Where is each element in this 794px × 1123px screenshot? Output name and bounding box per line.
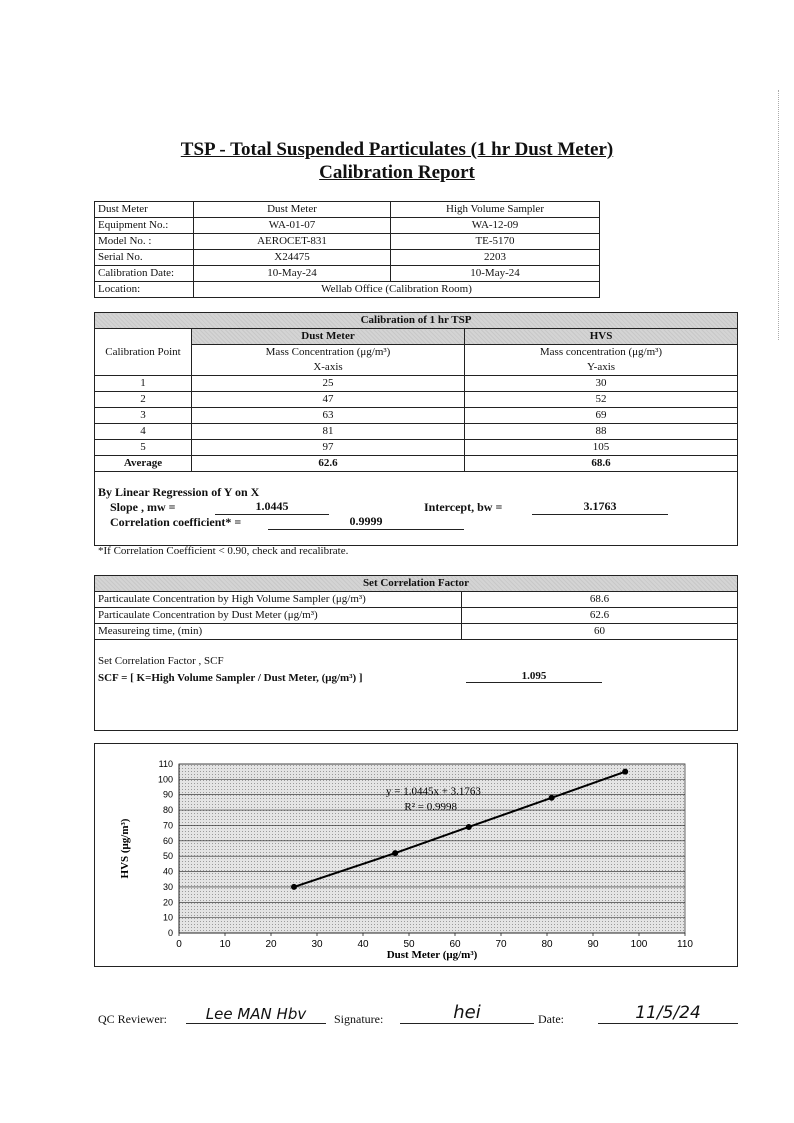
slope-value: 1.0445	[215, 499, 329, 515]
hvs-header: HVS	[465, 329, 738, 345]
calibration-table	[94, 312, 738, 472]
calibration-section-title: Calibration of 1 hr TSP	[95, 313, 738, 329]
intercept-value: 3.1763	[532, 499, 668, 515]
dust-unit: Mass Concentration (μg/m³)	[192, 345, 465, 361]
x-axis-label: X-axis	[192, 360, 465, 376]
y-cell: 88	[465, 424, 738, 440]
slope-label: Slope , mw =	[110, 500, 176, 514]
row-label: Model No. :	[95, 234, 194, 250]
scf-row-value: 62.6	[462, 608, 738, 624]
y-axis-title: HVS (μg/m³)	[119, 818, 131, 879]
y-tick-label: 40	[162, 866, 173, 877]
table-row	[95, 424, 738, 440]
location-label: Location:	[95, 282, 194, 298]
table-row	[95, 392, 738, 408]
scf-formula-value: 1.095	[466, 670, 602, 683]
y-tick-label: 100	[157, 774, 173, 785]
data-point	[622, 769, 628, 775]
x-axis-title: Dust Meter (μg/m³)	[386, 949, 478, 961]
x-cell: 25	[192, 376, 465, 392]
data-point	[291, 884, 297, 890]
x-tick-label: 20	[265, 939, 277, 950]
point-cell: 5	[95, 440, 192, 456]
y-axis-label: Y-axis	[465, 360, 738, 376]
data-point	[549, 795, 555, 801]
row-hvs: WA-12-09	[391, 218, 600, 234]
row-hvs: 10-May-24	[391, 266, 600, 282]
average-x: 62.6	[192, 456, 465, 472]
date-value: 11/5/24	[598, 1003, 738, 1024]
y-tick-label: 110	[158, 759, 173, 769]
table-row	[95, 456, 738, 472]
table-row	[95, 329, 738, 345]
point-cell: 4	[95, 424, 192, 440]
table-row	[95, 624, 738, 640]
qc-reviewer-value: Lee MAN Hbv	[186, 1005, 326, 1024]
row-dust: X24475	[194, 250, 391, 266]
equipment-header-dust: Dust Meter	[194, 202, 391, 218]
x-tick-label: 40	[357, 939, 369, 950]
data-point	[466, 824, 472, 830]
y-tick-label: 0	[167, 928, 173, 938]
table-row	[95, 266, 600, 282]
x-tick-label: 0	[176, 939, 182, 950]
x-cell: 47	[192, 392, 465, 408]
row-dust: 10-May-24	[194, 266, 391, 282]
scf-row-label: Particaulate Concentration by Dust Meter (μg/m³)	[95, 608, 462, 624]
row-label: Calibration Date:	[95, 266, 194, 282]
y-tick-label: 90	[162, 789, 173, 800]
scf-row-label: Measureing time, (min)	[95, 624, 462, 640]
x-tick-label: 90	[587, 939, 599, 950]
point-cell: 3	[95, 408, 192, 424]
y-cell: 105	[465, 440, 738, 456]
y-tick-label: 70	[162, 820, 173, 831]
table-row	[95, 360, 738, 376]
average-y: 68.6	[465, 456, 738, 472]
x-tick-label: 30	[311, 939, 323, 950]
calibration-chart	[95, 744, 737, 966]
chart-frame	[94, 743, 738, 967]
table-row	[95, 250, 600, 266]
y-tick-label: 30	[162, 881, 173, 892]
y-cell: 30	[465, 376, 738, 392]
location-value: Wellab Office (Calibration Room)	[194, 282, 600, 298]
table-row	[95, 345, 738, 361]
r-squared: R² = 0.9998	[404, 801, 457, 814]
trendline-equation: y = 1.0445x + 3.1763	[386, 785, 481, 798]
row-hvs: 2203	[391, 250, 600, 266]
table-row	[95, 440, 738, 456]
y-cell: 52	[465, 392, 738, 408]
table-row	[95, 218, 600, 234]
table-row	[95, 234, 600, 250]
scf-formula-label: SCF = [ K=High Volume Sampler / Dust Meter, (μg/m³) ]	[98, 672, 363, 684]
qc-reviewer-label: QC Reviewer:	[98, 1012, 167, 1026]
correlation-label: Correlation coefficient* =	[110, 515, 242, 529]
date-label: Date:	[538, 1012, 564, 1026]
x-tick-label: 110	[677, 939, 693, 950]
scf-row-label: Particaulate Concentration by High Volume Sampler (μg/m³)	[95, 592, 462, 608]
table-row	[95, 592, 738, 608]
scf-row-value: 60	[462, 624, 738, 640]
x-tick-label: 10	[219, 939, 231, 950]
x-tick-label: 60	[449, 939, 461, 950]
table-row	[95, 313, 738, 329]
equipment-table	[94, 201, 600, 298]
row-label: Serial No.	[95, 250, 194, 266]
y-tick-label: 50	[162, 851, 173, 862]
y-cell: 69	[465, 408, 738, 424]
x-tick-label: 100	[630, 939, 648, 950]
average-label: Average	[95, 456, 192, 472]
intercept-label: Intercept, bw =	[424, 500, 503, 514]
table-row	[95, 608, 738, 624]
scan-edge-marks	[778, 90, 780, 340]
scf-row-value: 68.6	[462, 592, 738, 608]
point-cell: 2	[95, 392, 192, 408]
y-tick-label: 80	[162, 805, 173, 816]
scf-table	[94, 575, 738, 640]
data-point	[392, 850, 398, 856]
dust-meter-header: Dust Meter	[192, 329, 465, 345]
equipment-header-hvs: High Volume Sampler	[391, 202, 600, 218]
row-dust: AEROCET-831	[194, 234, 391, 250]
x-tick-label: 70	[495, 939, 507, 950]
y-tick-label: 20	[162, 897, 173, 908]
regression-title: By Linear Regression of Y on X	[98, 485, 260, 499]
row-hvs: TE-5170	[391, 234, 600, 250]
page-title: TSP - Total Suspended Particulates (1 hr Dust Meter)	[180, 139, 614, 160]
scf-section-title: Set Correlation Factor	[95, 576, 738, 592]
calibration-point-header: Calibration Point	[95, 329, 192, 376]
table-row	[95, 576, 738, 592]
x-tick-label: 80	[541, 939, 553, 950]
x-cell: 97	[192, 440, 465, 456]
page-subtitle: Calibration Report	[319, 162, 475, 183]
signature-value: hei	[400, 1002, 534, 1024]
hvs-unit: Mass concentration (μg/m³)	[465, 345, 738, 361]
recalibrate-footnote: *If Correlation Coefficient < 0.90, check and recalibrate.	[98, 545, 349, 557]
x-cell: 63	[192, 408, 465, 424]
row-label: Equipment No.:	[95, 218, 194, 234]
table-row	[95, 282, 600, 298]
scf-set-label: Set Correlation Factor , SCF	[98, 655, 224, 667]
x-tick-label: 50	[403, 939, 415, 950]
row-dust: WA-01-07	[194, 218, 391, 234]
equipment-header-label: Dust Meter	[95, 202, 194, 218]
table-row	[95, 376, 738, 392]
x-cell: 81	[192, 424, 465, 440]
table-row	[95, 202, 600, 218]
table-row	[95, 408, 738, 424]
signature-label: Signature:	[334, 1012, 384, 1026]
point-cell: 1	[95, 376, 192, 392]
y-tick-label: 60	[162, 835, 173, 846]
y-tick-label: 10	[162, 912, 173, 923]
correlation-value: 0.9999	[268, 514, 464, 530]
